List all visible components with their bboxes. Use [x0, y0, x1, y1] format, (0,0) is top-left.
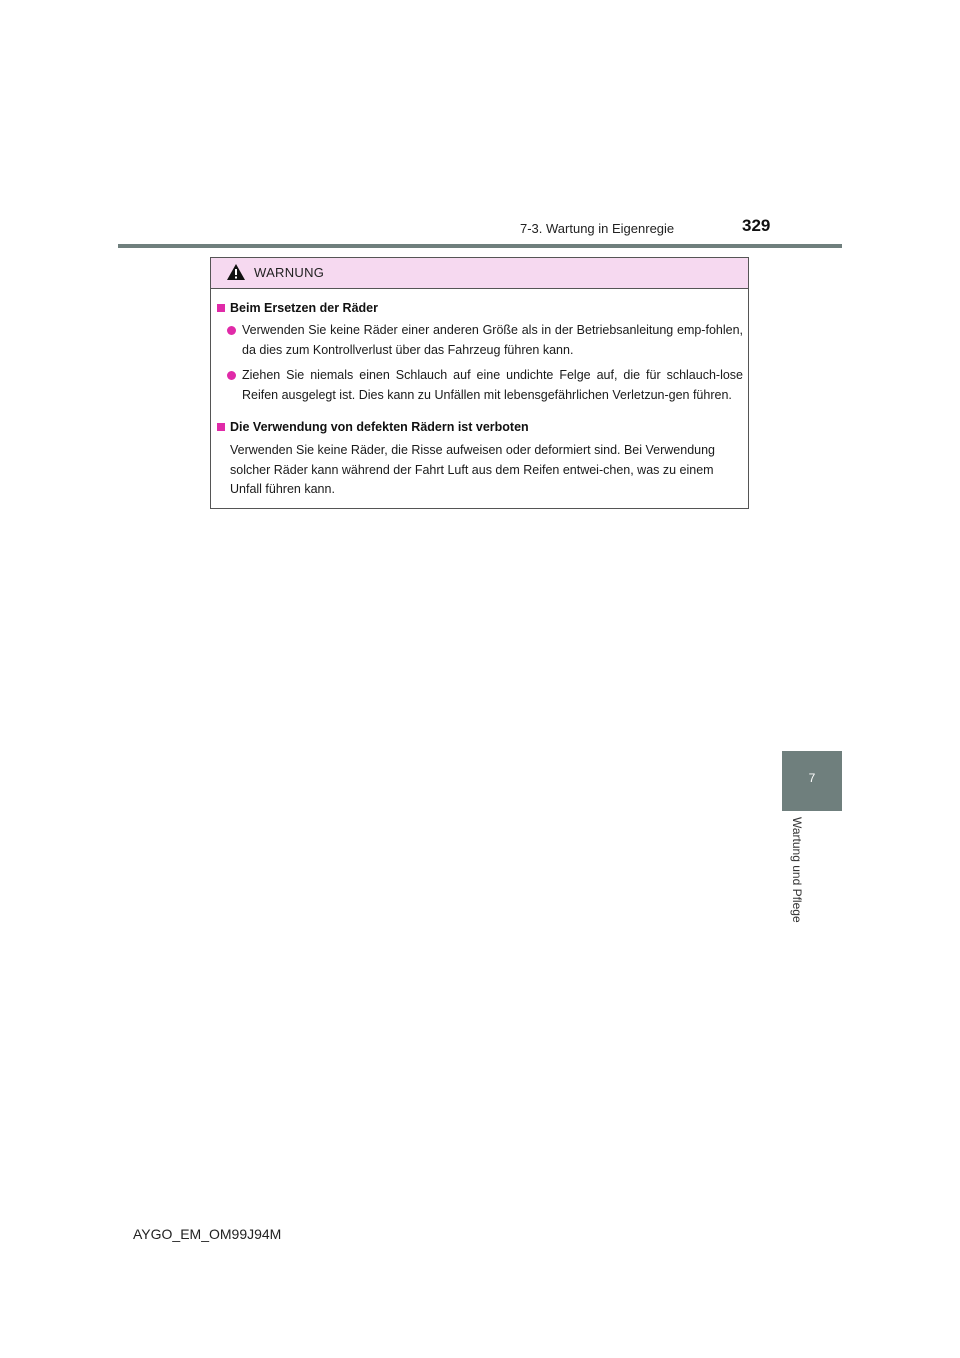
chapter-tab-number: 7: [808, 771, 816, 785]
warning-title: WARNUNG: [254, 265, 325, 280]
warning-body: [211, 289, 748, 508]
bullet-text: Verwenden Sie keine Räder einer anderen Größe als in der Betriebsanleitung emp-fohlen, da dies zum Kontrollverlust über das Fahrzeug führen kann.: [242, 323, 743, 357]
section-heading: Die Verwendung von defekten Rädern ist verboten: [217, 420, 529, 434]
warning-header: [211, 258, 748, 289]
bullet-text: Ziehen Sie niemals einen Schlauch auf eine undichte Felge auf, die für schlauch-lose Reifen ausgelegt ist. Dies kann zu Unfällen mit lebensgefährlichen Verletzun-gen führen.: [242, 368, 743, 402]
document-code: AYGO_EM_OM99J94M: [133, 1226, 282, 1242]
bullet-item: [227, 321, 743, 360]
warning-triangle-icon: [226, 263, 246, 281]
square-bullet-icon: [217, 304, 225, 312]
chapter-tab: [782, 751, 842, 811]
section-heading: Beim Ersetzen der Räder: [217, 301, 378, 315]
square-bullet-icon: [217, 423, 225, 431]
chapter-side-label: Wartung und Pflege: [790, 817, 804, 923]
warning-box: [210, 257, 749, 509]
section-text: Verwenden Sie keine Räder, die Risse aufweisen oder deformiert sind. Bei Verwendung solcher Räder kann während der Fahrt Luft aus dem Reifen entwei-chen, was zu einem Unfall führen kann.: [230, 443, 716, 496]
chapter-section-title: 7-3. Wartung in Eigenregie: [520, 221, 675, 236]
bullet-item: [227, 366, 743, 405]
dot-bullet-icon: [227, 326, 236, 335]
header-divider: [118, 244, 842, 248]
page-number: 329: [742, 216, 771, 235]
dot-bullet-icon: [227, 371, 236, 380]
